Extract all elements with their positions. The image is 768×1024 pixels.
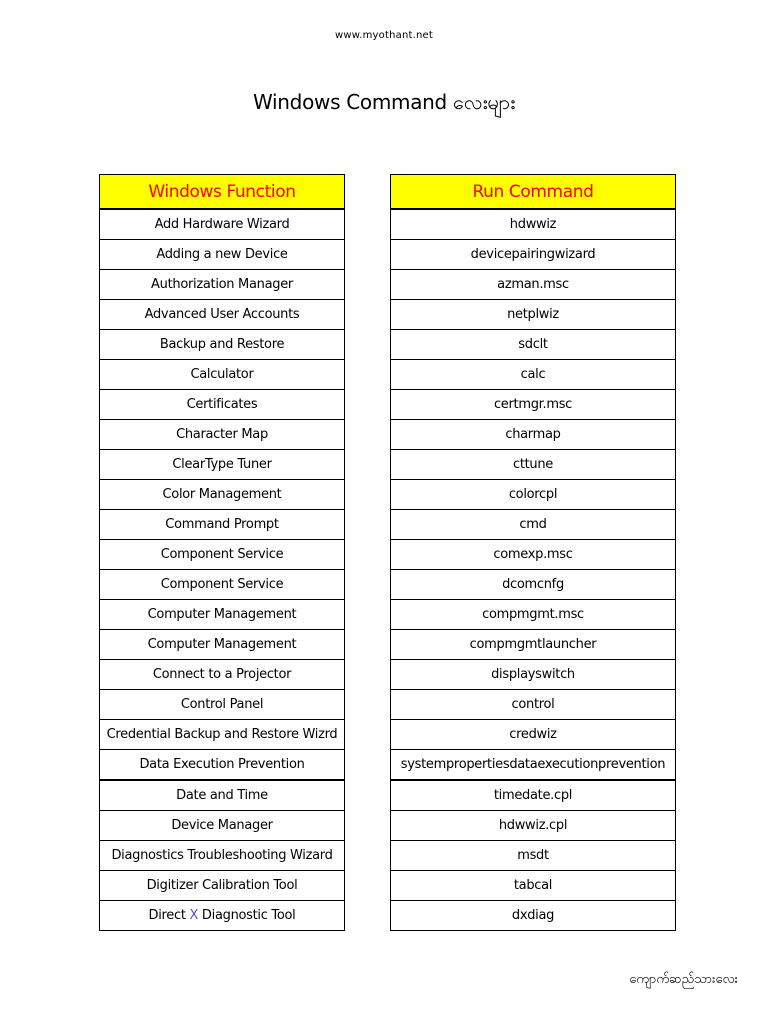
page-title: Windows Command လေးများ [253,90,515,114]
table-header-row [100,175,345,210]
table-row [100,300,345,330]
table-row [100,780,345,811]
table-row [100,901,345,931]
table-row [391,510,676,540]
command-cell: azman.msc [391,270,676,300]
command-cell: hdwwiz [391,209,676,240]
table-row [391,390,676,420]
command-cell: netplwiz [391,300,676,330]
function-cell: Data Execution Prevention [100,750,345,781]
command-cell: charmap [391,420,676,450]
table-row [391,480,676,510]
function-cell: Connect to a Projector [100,660,345,690]
command-cell: systempropertiesdataexecutionprevention [391,750,676,781]
function-cell: Control Panel [100,690,345,720]
table-row [391,330,676,360]
function-cell: Authorization Manager [100,270,345,300]
function-cell: Add Hardware Wizard [100,209,345,240]
table-row [100,270,345,300]
command-cell: compmgmt.msc [391,600,676,630]
function-cell: Certificates [100,390,345,420]
windows-function-table [99,174,345,931]
table-row [391,901,676,931]
table-row [100,871,345,901]
table-row [391,570,676,600]
author-signature: ကျောက်ဆည်သားလေး [629,972,738,987]
function-cell: ClearType Tuner [100,450,345,480]
site-url: www.myothant.net [334,30,433,41]
command-cell: devicepairingwizard [391,240,676,270]
function-cell: Calculator [100,360,345,390]
table-row [100,720,345,750]
table-row [100,750,345,781]
table-header-row [391,175,676,210]
function-cell: Digitizer Calibration Tool [100,871,345,901]
function-cell: Color Management [100,480,345,510]
command-cell: control [391,690,676,720]
function-cell: Computer Management [100,600,345,630]
table-row [100,420,345,450]
command-cell: tabcal [391,871,676,901]
command-cell: dcomcnfg [391,570,676,600]
function-cell: Diagnostics Troubleshooting Wizard [100,841,345,871]
function-cell: Direct X Diagnostic Tool [100,901,345,931]
table-row [391,841,676,871]
table-row [100,811,345,841]
command-cell: dxdiag [391,901,676,931]
command-cell: colorcpl [391,480,676,510]
table-row [391,420,676,450]
function-cell: Component Service [100,540,345,570]
command-cell: compmgmtlauncher [391,630,676,660]
table-row [100,600,345,630]
table-row [391,871,676,901]
command-cell: credwiz [391,720,676,750]
table-row [391,540,676,570]
table-row [100,841,345,871]
table-row [100,690,345,720]
table-row [100,510,345,540]
function-cell: Character Map [100,420,345,450]
command-cell: comexp.msc [391,540,676,570]
table-row [391,450,676,480]
function-cell: Advanced User Accounts [100,300,345,330]
command-cell: sdclt [391,330,676,360]
function-cell: Credential Backup and Restore Wizrd [100,720,345,750]
command-cell: calc [391,360,676,390]
table-row [100,330,345,360]
table-row [391,209,676,240]
function-cell: Adding a new Device [100,240,345,270]
command-cell: cttune [391,450,676,480]
table-row [100,360,345,390]
function-cell: Date and Time [100,780,345,811]
table-row [100,660,345,690]
table-row [391,360,676,390]
table-row [100,540,345,570]
table-row [391,750,676,781]
command-cell: hdwwiz.cpl [391,811,676,841]
table-row [391,240,676,270]
table-row [391,720,676,750]
run-command-header: Run Command [391,175,676,210]
command-cell: timedate.cpl [391,780,676,811]
table-row [391,300,676,330]
command-cell: certmgr.msc [391,390,676,420]
function-cell: Backup and Restore [100,330,345,360]
command-cell: msdt [391,841,676,871]
table-row [391,780,676,811]
windows-function-header: Windows Function [100,175,345,210]
run-command-table [390,174,676,931]
table-row [100,450,345,480]
function-list [100,209,345,931]
function-cell: Command Prompt [100,510,345,540]
table-row [100,240,345,270]
table-row [100,570,345,600]
table-row [391,811,676,841]
function-cell: Component Service [100,570,345,600]
table-row [100,390,345,420]
table-row [391,270,676,300]
command-list [391,209,676,931]
table-row [100,209,345,240]
command-cell: cmd [391,510,676,540]
table-row [391,600,676,630]
table-row [391,660,676,690]
table-row [391,690,676,720]
table-row [391,630,676,660]
function-cell: Device Manager [100,811,345,841]
function-cell: Computer Management [100,630,345,660]
command-cell: displayswitch [391,660,676,690]
table-row [100,480,345,510]
table-row [100,630,345,660]
